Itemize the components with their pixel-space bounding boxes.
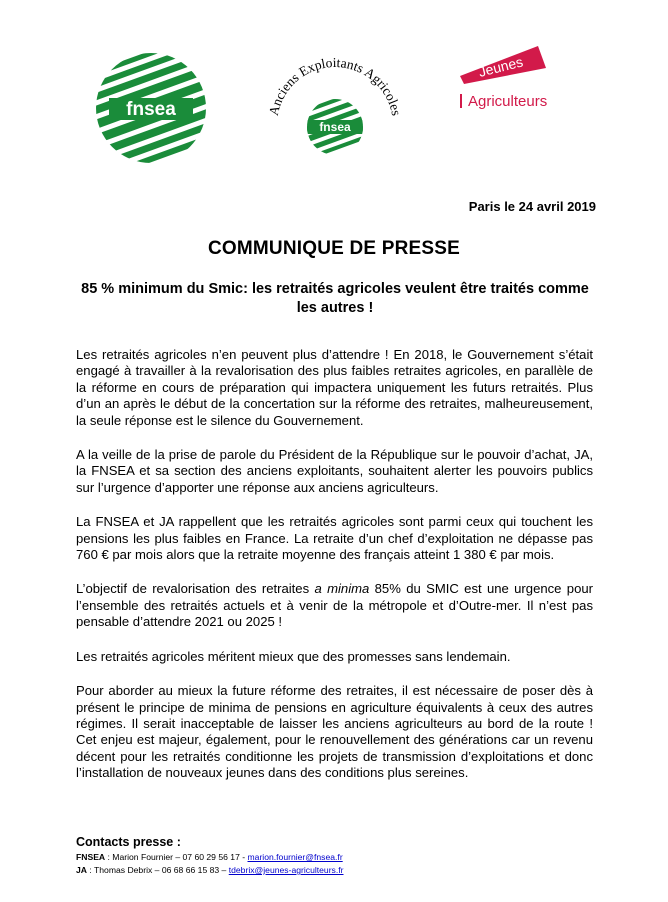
contact-email-link[interactable]: tdebrix@jeunes-agriculteurs.fr (228, 865, 344, 875)
contact-line-fnsea (76, 851, 596, 864)
aea-logo-text: fnsea (319, 120, 351, 134)
fnsea-logo (95, 52, 207, 164)
paragraph-5: Les retraités agricoles méritent mieux que des promesses sans lendemain. (76, 648, 511, 664)
paragraph-4-after: 85% du SMIC est une urgence pour l’ensemble des retraités actuels et à venir de la métropole et d’Outre-mer. Il n’est pas pensable d’attendre 2021 ou 2025 ! (76, 581, 594, 630)
contact-details: : Thomas Debrix – 06 68 66 15 83 – (87, 865, 229, 875)
paragraph-4-italic: a minima (314, 581, 370, 597)
paragraph-4-before: L’objectif de revalorisation des retraites (76, 581, 315, 597)
contact-email-link[interactable]: marion.fournier@fnsea.fr (247, 852, 343, 862)
ja-logo-line1: Jeunes (476, 53, 525, 80)
page-title: COMMUNIQUE DE PRESSE (207, 238, 461, 259)
paragraph-6: Pour aborder au mieux la future réforme des retraites, il est nécessaire de poser dès à présent le principe de minima de pensions en agriculture équivalents à ceux des autres régimes. Il serait inacceptable de laisser les anciens agriculteurs au bord de la route ! Cet enjeu est majeur, également, pour le renouvellement des générations car un revenu décent pour les retraités conditionne les projets de transmission d’exploitations et donc l’installation de nouveaux jeunes dans des conditions plus sereines. (76, 683, 593, 781)
contact-line-ja (76, 864, 596, 877)
body-text (76, 347, 593, 800)
ja-logo-line2: Agriculteurs (468, 93, 548, 110)
paragraph-4 (76, 581, 593, 630)
paragraph-2: A la veille de la prise de parole du Président de la République sur le pouvoir d’achat, JA, la FNSEA et sa section des anciens exploitants, souhaitent alerter les pouvoirs publics sur l’urgence d’apporter une réponse aux anciens agriculteurs. (76, 447, 593, 495)
anciens-exploitants-logo (255, 30, 415, 165)
date: Paris le 24 avril 2019 (468, 199, 596, 214)
jeunes-agriculteurs-logo (452, 42, 572, 112)
contact-details: : Marion Fournier – 07 60 29 56 17 - (105, 852, 248, 862)
subtitle: 85 % minimum du Smic: les retraités agricoles veulent être traités comme les autres ! (81, 281, 589, 316)
contacts (76, 835, 596, 877)
svg-text:Anciens Exploitants Agricoles: Anciens Exploitants Agricoles (265, 54, 405, 117)
contact-org: JA (76, 865, 87, 875)
contacts-heading: Contacts presse : (76, 835, 181, 849)
paragraph-1: Les retraités agricoles n’en peuvent plus d’attendre ! En 2018, le Gouvernement s’était engagé à travailler à la revalorisation des plus faibles retraites agricoles, en parallèle de la réforme en cours de préparation qui impactera uniquement les futurs retraités. Plus d’un an après le début de la concertation sur la réforme des retraites, malheureusement, la seule réponse est le silence du Gouvernement. (76, 347, 593, 428)
contact-org: FNSEA (76, 852, 106, 862)
paragraph-3: La FNSEA et JA rappellent que les retraités agricoles sont parmi ceux qui touchent les pensions les plus faibles en France. La retraite d’un chef d’exploitation ne dépasse pas 760 € par mois alors que la retraite moyenne des français atteint 1 380 € par mois. (76, 514, 593, 563)
fnsea-logo-text: fnsea (126, 99, 176, 120)
